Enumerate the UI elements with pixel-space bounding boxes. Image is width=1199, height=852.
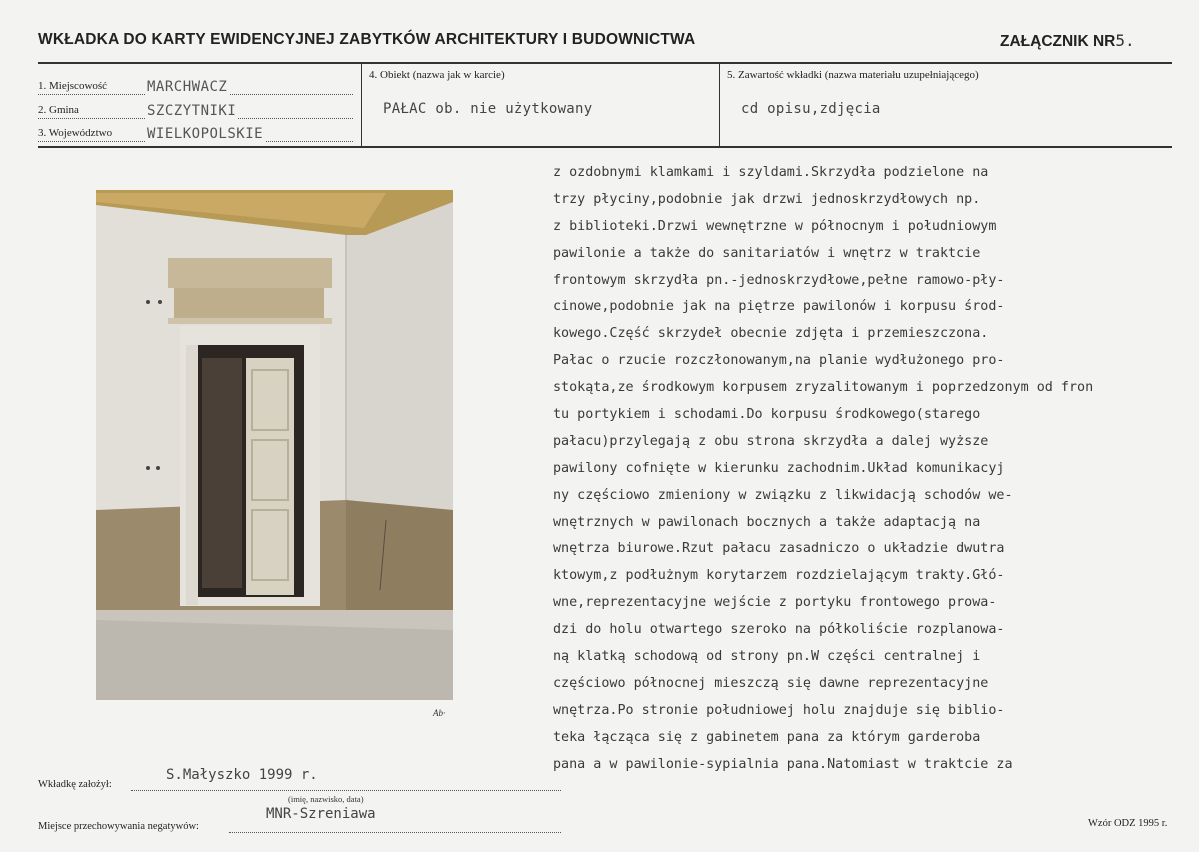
description-text [553,160,1153,778]
commune-value: SZCZYTNIKI [147,103,237,119]
description-line: pawilonie a także do sanitariatów i wnętrz w traktcie [553,245,981,261]
description-line: pawilony cofnięte w kierunku zachodnim.Układ komunikacyj [553,460,1005,476]
founder-value: S.Małyszko 1999 r. [166,767,318,783]
storage-dotted-line [229,822,561,833]
description-line: stokąta,ze środkowym korpusem zryzalitowanym i poprzedzonym od fron [553,380,1094,396]
commune-label: 2. Gmina [38,104,79,116]
storage-label: Miejsce przechowywania negatywów: [38,821,199,832]
locality-row [38,80,353,96]
description-line: wne,reprezentacyjne wejście z portyku frontowego prowa- [553,595,997,611]
description-line: kowego.Część skrzydeł obecnie zdjęta i przemieszczona. [553,326,989,342]
description-line: z ozdobnymi klamkami i szyldami.Skrzydła podzielone na [553,165,989,180]
annex-label-text: ZAŁĄCZNIK NR [1000,33,1116,50]
locality-label: 1. Miejscowość [38,80,108,92]
description-line: teka łącząca się z gabinetem pana za którym garderoba [553,729,981,745]
form-title: WKŁADKA DO KARTY EWIDENCYJNEJ ZABYTKÓW ARCHITEKTURY I BUDOWNICTWA [38,31,696,48]
contents-label: 5. Zawartość wkładki (nazwa materiału uzupełniającego) [727,69,979,81]
description-line: ktowym,z podłużnym korytarzem rozdzielającym trakty.Głó- [553,568,1005,584]
interior-photo-illustration [96,190,453,700]
photo-mark: Ab· [433,708,446,718]
object-label: 4. Obiekt (nazwa jak w karcie) [369,69,505,81]
description-line: ny częściowo zmieniony w związku z likwidacją schodów we- [553,487,1013,503]
voivodeship-value: WIELKOPOLSKIE [147,126,264,142]
column-divider-1 [361,64,362,146]
header-bottom-rule [38,146,1172,148]
description-line: frontowym skrzydła pn.-jednoskrzydłowe,pełne ramowo-pły- [553,272,1005,288]
description-line: wnętrznych w pawilonach bocznych a także adaptacją na [553,514,981,530]
description-line: dzi do holu otwartego szeroko na półkoliście rozplanowa- [553,622,1005,638]
voivodeship-label: 3. Województwo [38,127,113,139]
annex-number: 5. [1115,31,1135,50]
description-line: ną klatką schodową od strony pn.W części centralnej i [553,649,981,665]
column-divider-2 [719,64,720,146]
description-line: trzy płyciny,podobnie jak drzwi jednoskrzydłowych np. [553,191,981,207]
description-line: wnętrza biurowe.Rzut pałacu zasadniczo o układzie dwutra [553,541,1005,557]
description-line: wnętrza.Po stronie południowej holu znajduje się biblio- [553,702,1005,718]
form-code: Wzór ODZ 1995 r. [1088,818,1168,829]
description-line: pałacu)przylegają z obu strona skrzydła a dalej wyższe [553,433,989,449]
commune-row [38,104,353,120]
storage-value: MNR-Szreniawa [266,806,376,822]
voivodeship-row [38,127,353,143]
founder-label: Wkładkę założył: [38,779,112,790]
description-line: z biblioteki.Drzwi wewnętrzne w północnym i południowym [553,218,997,234]
header-top-rule [38,62,1172,64]
locality-value: MARCHWACZ [147,79,228,95]
object-value: PAŁAC ob. nie użytkowany [383,101,593,117]
description-line: cinowe,podobnie jak na piętrze pawilonów i korpusu środ- [553,299,1005,315]
contents-value: cd opisu,zdjęcia [741,101,881,117]
founder-note: (imię, nazwisko, data) [288,794,364,804]
annex-label [1000,31,1135,51]
description-line: tu portykiem i schodami.Do korpusu środkowego(starego [553,407,981,423]
interior-photo [96,190,453,700]
description-line: Pałac o rzucie rozczłonowanym,na planie wydłużonego pro- [553,353,1005,369]
description-line: częściowo północnej mieszczą się dawne reprezentacyjne [553,675,989,691]
description-line: pana a w pawilonie-sypialnia pana.Natomiast w traktcie za [553,756,1013,772]
